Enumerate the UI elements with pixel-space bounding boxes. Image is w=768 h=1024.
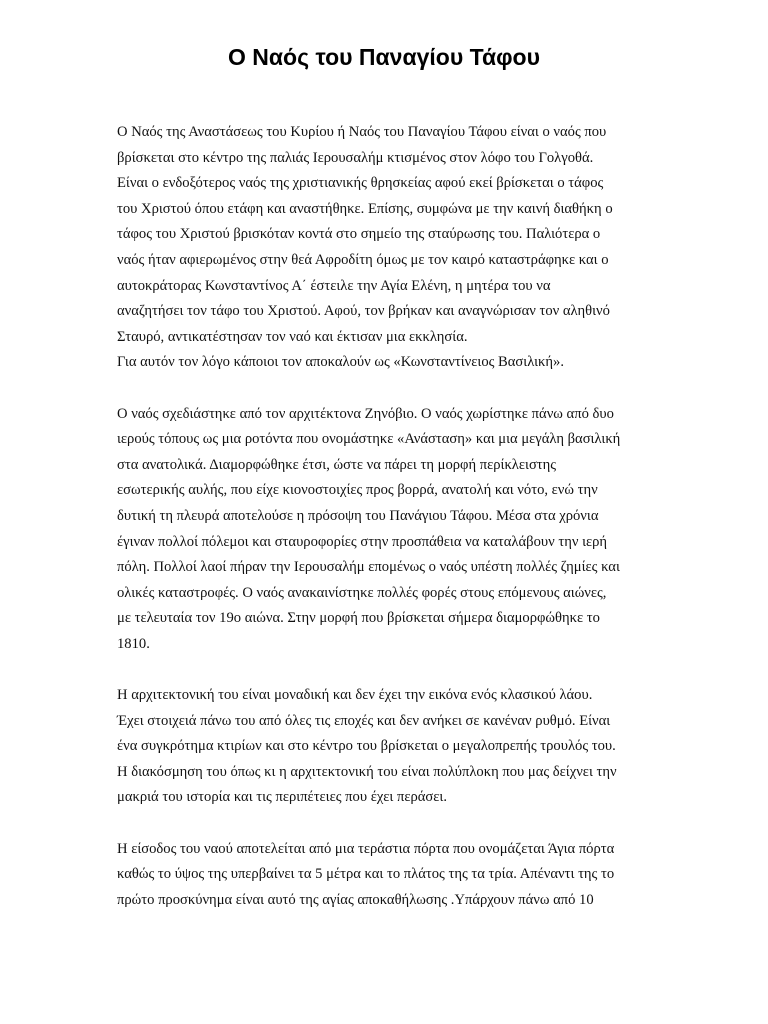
text-line: Για αυτόν τον λόγο κάποιοι τον αποκαλούν ως «Κωνσταντίνειος Βασιλική». <box>117 354 564 371</box>
text-line: Ο ναός σχεδιάστηκε από τον αρχιτέκτονα Ζηνόβιο. Ο ναός χωρίστηκε πάνω από δυο <box>117 405 614 422</box>
text-line: Είναι ο ενδοξότερος ναός της χριστιανικής θρησκείας αφού εκεί βρίσκεται ο τάφος <box>117 175 604 192</box>
text-line: με τελευταία τον 19ο αιώνα. Στην μορφή που βρίσκεται σήμερα διαμορφώθηκε το <box>117 610 600 627</box>
text-line: αυτοκράτορας Κωνσταντίνος Α΄ έστειλε την Αγία Ελένη, η μητέρα του να <box>117 277 551 294</box>
paragraph-3 <box>117 683 662 811</box>
text-line: ολικές καταστροφές. Ο ναός ανακαινίστηκε πολλές φορές στους επόμενους αιώνες, <box>117 584 607 601</box>
document-body <box>117 120 662 913</box>
paragraph-4 <box>117 837 662 914</box>
text-line: Η είσοδος του ναού αποτελείται από μια τεράστια πόρτα που ονομάζεται Άγια πόρτα <box>117 840 615 857</box>
text-line: Η διακόσμηση του όπως κι η αρχιτεκτονική του είναι πολύπλοκη που μας δείχνει την <box>117 763 617 780</box>
text-line: στα ανατολικά. Διαμορφώθηκε έτσι, ώστε να πάρει τη μορφή περίκλειστης <box>117 456 557 473</box>
text-line: πόλη. Πολλοί λαοί πήραν την Ιερουσαλήμ επομένως ο ναός υπέστη πολλές ζημίες και <box>117 559 620 576</box>
text-line: δυτική τη πλευρά αποτελούσε η πρόσοψη του Πανάγιου Τάφου. Μέσα στα χρόνια <box>117 507 599 524</box>
text-line: του Χριστού όπου ετάφη και αναστήθηκε. Επίσης, συμφώνα με την καινή διαθήκη ο <box>117 200 613 217</box>
paragraph-spacer <box>117 811 662 837</box>
text-line: έγιναν πολλοί πόλεμοι και σταυροφορίες στην προσπάθεια να καταλάβουν την ιερή <box>117 533 608 550</box>
text-line: αναζητήσει τον τάφο του Χριστού. Αφού, τον βρήκαν και αναγνώρισαν τον αληθινό <box>117 303 610 320</box>
text-line: ιερούς τόπους ως μια ροτόντα που ονομάστηκε «Ανάσταση» και μια μεγάλη βασιλική <box>117 431 621 448</box>
text-line: Σταυρό, αντικατέστησαν τον ναό και έκτισαν μια εκκλησία. <box>117 328 468 345</box>
text-line: τάφος του Χριστού βρισκόταν κοντά στο σημείο της σταύρωσης του. Παλιότερα ο <box>117 226 601 243</box>
text-line: πρώτο προσκύνημα είναι αυτό της αγίας αποκαθήλωσης .Υπάρχουν πάνω από 10 <box>117 891 594 908</box>
text-line: Έχει στοιχειά πάνω του από όλες τις εποχές και δεν ανήκει σε κανέναν ρυθμό. Είναι <box>117 712 611 729</box>
text-line: βρίσκεται στο κέντρο της παλιάς Ιερουσαλήμ κτισμένος στον λόφο του Γολγοθά. <box>117 149 594 166</box>
text-line: ένα συγκρότημα κτιρίων και στο κέντρο του βρίσκεται ο μεγαλοπρεπής τρουλός του. <box>117 738 616 755</box>
paragraph-2 <box>117 402 662 658</box>
paragraph-1 <box>117 120 662 376</box>
text-line: Ο Ναός της Αναστάσεως του Κυρίου ή Ναός του Παναγίου Τάφου είναι ο ναός που <box>117 124 607 140</box>
text-line: ναός ήταν αφιερωμένος στην θεά Αφροδίτη όμως με τον καιρό καταστράφηκε και ο <box>117 251 609 268</box>
text-line: Η αρχιτεκτονική του είναι μοναδική και δεν έχει την εικόνα ενός κλασικού λάου. <box>117 687 593 704</box>
document-title: Ο Ναός του Παναγίου Τάφου <box>228 44 540 70</box>
text-line: 1810. <box>117 635 150 652</box>
text-line: εσωτερικής αυλής, που είχε κιονοστοιχίες προς βορρά, ανατολή και νότο, ενώ την <box>117 482 598 499</box>
paragraph-spacer <box>117 376 662 402</box>
text-line: καθώς το ύψος της υπερβαίνει τα 5 μέτρα και το πλάτος της τα τρία. Απέναντι της το <box>117 866 615 883</box>
text-line: μακριά του ιστορία και τις περιπέτειες που έχει περάσει. <box>117 789 448 806</box>
paragraph-spacer <box>117 657 662 683</box>
